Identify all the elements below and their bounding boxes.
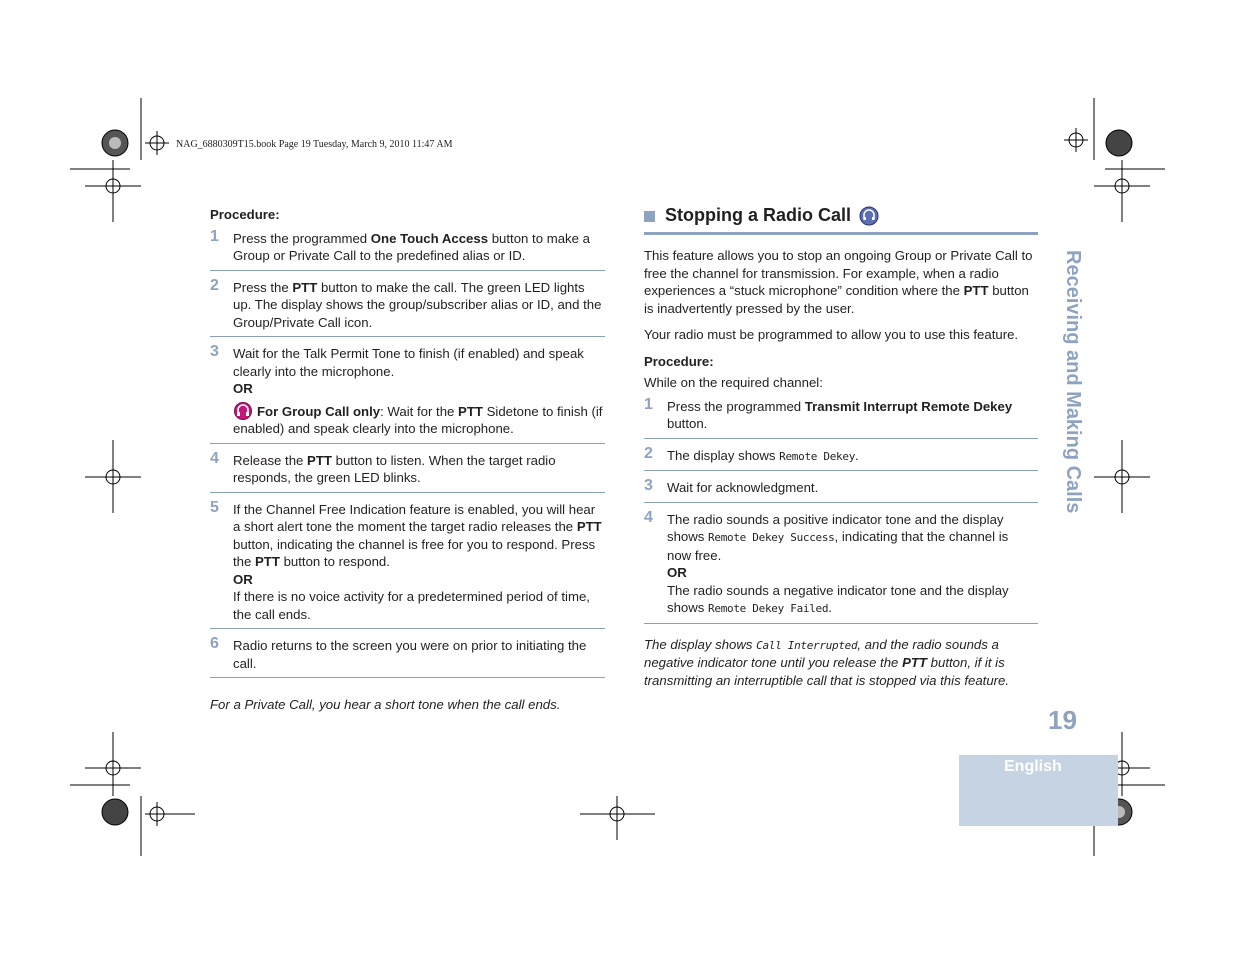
or-label: OR [233,571,253,587]
step-number: 4 [644,508,653,526]
chapter-title: Receiving and Making Calls [1062,250,1084,514]
step-text: Press the [233,279,293,295]
left-column [210,206,605,714]
step-text: Wait for the Talk Permit Tone to finish (if enabled) and speak clearly into the microphone. [233,346,584,379]
step-text: button to make the call. The green LED lights up. The display shows the group/subscriber alias or ID, and the Group/Private Call icon. [233,279,602,330]
button-name: PTT [902,655,927,670]
step-3 [644,479,1038,503]
step-text: button to listen. When the target radio responds, the green LED blinks. [233,452,556,485]
step-text: If there is no voice activity for a predetermined period of time, the call ends. [233,589,590,622]
button-name: PTT [255,554,280,569]
step-2 [210,276,605,338]
step-number: 1 [210,227,219,245]
page-number: 19 [1048,705,1077,735]
step-3 [210,345,605,444]
step-text: If the Channel Free Indication feature is enabled, you will hear a short alert tone the moment the target radio releases the [233,501,596,534]
or-label: OR [233,381,253,396]
intro-text: This feature allows you to stop an ongoing Group or Private Call to free the channel for transmission. For example, when a radio experiences a “stuck microphone” condition where the [644,248,1033,298]
procedure-label: Procedure: [210,207,280,222]
display-text: Remote Dekey Failed [708,602,829,615]
step-6 [210,637,605,678]
call-interrupted-note [644,636,1038,690]
step-text: Press the programmed [667,398,805,414]
note-text: The display shows [644,636,757,652]
step-text: The radio sounds a negative indicator tone and the display shows [667,582,1009,615]
step-text: The radio sounds a positive indicator tone and the display shows [667,511,1004,544]
step-text: : Wait for the [380,403,459,419]
language-label: English [1004,758,1062,775]
step-text: . [828,600,832,615]
display-text: Call Interrupted [756,638,858,652]
button-name: PTT [292,279,318,295]
step-text: Radio returns to the screen you were on prior to initiating the call. [233,638,587,671]
step-number: 4 [210,449,219,467]
button-name: PTT [576,519,602,534]
procedure-label: Procedure: [644,353,714,369]
step-number: 5 [210,498,219,516]
private-call-note: For a Private Call, you hear a short tone when the call ends. [210,697,561,712]
or-label: OR [667,565,687,580]
step-5 [210,498,605,630]
section-bullet-icon [644,211,655,222]
step-text: . [855,447,859,463]
group-call-only-label: For Group Call only [257,403,381,419]
right-column [644,206,1038,689]
step-number: 6 [210,635,219,652]
button-name: Transmit Interrupt Remote Dekey [804,398,1013,414]
step-text: Release the [233,452,308,468]
step-text: Sidetone to finish (if enabled) and speak clearly into the microphone. [233,403,603,436]
step-text: Press the programmed [233,230,371,246]
step-1 [210,227,605,271]
print-header: NAG_6880309T15.book Page 19 Tuesday, March 9, 2010 11:47 AM [176,139,453,150]
procedure-intro: While on the required channel: [644,375,823,390]
step-text: Wait for acknowledgment. [667,480,819,495]
language-tab [959,755,1118,826]
intro-text: button is inadvertently pressed by the user. [644,283,1029,316]
step-text: The display shows [667,447,780,463]
requirement-text: Your radio must be programmed to allow you to use this feature. [644,327,1019,342]
button-name: One Touch Access [370,230,489,246]
button-name: PTT [458,403,483,419]
step-number: 1 [644,395,653,413]
step-text: button to respond. [279,554,390,569]
step-4 [210,449,605,493]
step-2 [644,444,1038,472]
group-call-icon [233,402,253,420]
step-1 [644,395,1038,439]
step-text: button, indicating the channel is free for you to respond. Press the [233,536,596,569]
step-number: 3 [210,343,219,360]
step-text: button. [667,416,708,431]
button-name: PTT [307,452,332,468]
chapter-sidebar [1058,250,1084,550]
display-text: Remote Dekey Success [708,531,835,544]
button-name: PTT [963,283,989,298]
step-number: 3 [644,477,653,494]
section-title-text: Stopping a Radio Call [665,205,852,226]
section-title [644,206,1038,235]
step-text: , indicating that the channel is now free. [667,529,1009,563]
note-text: , and the radio sounds a negative indicator tone until you release the [644,636,999,670]
step-number: 2 [644,444,653,462]
step-number: 2 [210,276,219,294]
radio-feature-icon [859,206,879,226]
step-4 [644,508,1038,624]
step-text: button to make a Group or Private Call to the predefined alias or ID. [233,230,590,263]
display-text: Remote Dekey [779,449,856,463]
note-text: button, if it is transmitting an interruptible call that is stopped via this feature. [644,655,1010,688]
